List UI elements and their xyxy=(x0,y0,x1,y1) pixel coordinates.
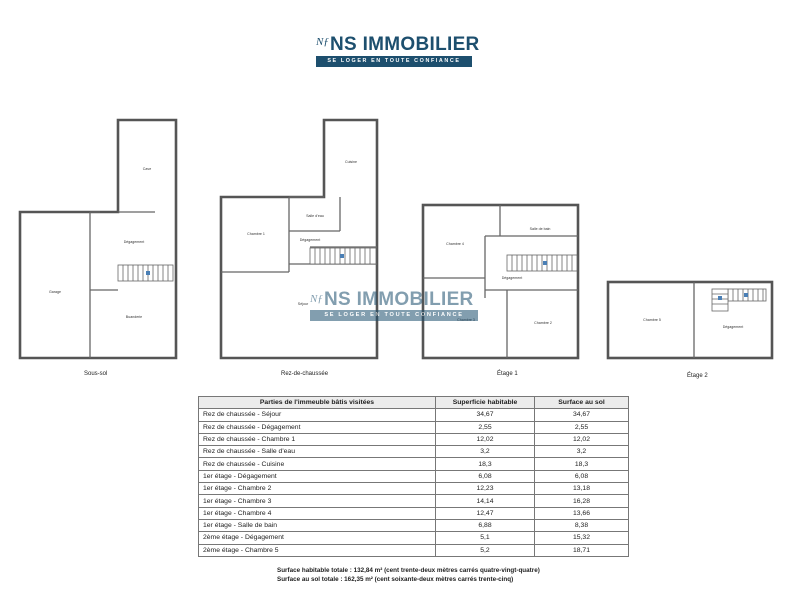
room-label: Dégagement xyxy=(501,276,523,280)
row-habitable: 3,2 xyxy=(436,446,535,458)
row-label: 1er étage - Dégagement xyxy=(199,470,436,482)
row-label: 2ème étage - Dégagement xyxy=(199,532,436,544)
room-label: Salle de bain xyxy=(529,227,551,231)
floor-label-rez-de-chaussee: Rez-de-chaussée xyxy=(281,371,329,377)
row-label: Rez de chaussée - Cuisine xyxy=(199,458,436,470)
column-header-habitable: Superficie habitable xyxy=(436,397,535,409)
column-header-parties: Parties de l'immeuble bâtis visitées xyxy=(199,397,436,409)
room-label: Dégagement xyxy=(299,238,321,242)
room-label: Chambre 1 xyxy=(247,232,265,236)
table-row xyxy=(199,532,629,544)
row-label: Rez de chaussée - Salle d'eau xyxy=(199,446,436,458)
row-habitable: 34,67 xyxy=(436,409,535,421)
row-sol: 15,32 xyxy=(535,532,629,544)
table-row xyxy=(199,421,629,433)
room-label: Séjour xyxy=(297,302,309,306)
row-sol: 13,66 xyxy=(535,507,629,519)
room-label: Salle d'eau xyxy=(306,214,324,218)
row-sol: 2,55 xyxy=(535,421,629,433)
row-sol: 6,08 xyxy=(535,470,629,482)
row-label: Rez de chaussée - Chambre 1 xyxy=(199,433,436,445)
room-label: Chambre 2 xyxy=(534,321,552,325)
row-habitable: 5,1 xyxy=(436,532,535,544)
row-habitable: 18,3 xyxy=(436,458,535,470)
brand-monogram: Nƒ xyxy=(316,36,329,48)
row-habitable: 12,47 xyxy=(436,507,535,519)
surfaces-table xyxy=(198,396,629,557)
column-header-sol: Surface au sol xyxy=(535,397,629,409)
table-row xyxy=(199,409,629,421)
floor-label-etage-1: Étage 1 xyxy=(497,371,518,377)
room-label: Garage xyxy=(49,290,61,294)
room-label: Cuisine xyxy=(345,160,357,164)
room-label: Buanderie xyxy=(125,315,143,319)
row-habitable: 12,02 xyxy=(436,433,535,445)
table-row xyxy=(199,519,629,531)
row-label: Rez de chaussée - Séjour xyxy=(199,409,436,421)
table-row xyxy=(199,483,629,495)
table-row xyxy=(199,495,629,507)
row-sol: 8,38 xyxy=(535,519,629,531)
room-label: Chambre 4 xyxy=(446,242,464,246)
table-row xyxy=(199,544,629,556)
table-row xyxy=(199,470,629,482)
watermark-monogram: Nƒ xyxy=(310,293,323,305)
totals-block xyxy=(277,566,540,584)
floor-label-sous-sol: Sous-sol xyxy=(84,371,108,377)
row-sol: 18,71 xyxy=(535,544,629,556)
row-habitable: 6,88 xyxy=(436,519,535,531)
row-label: 1er étage - Chambre 4 xyxy=(199,507,436,519)
row-label: 1er étage - Salle de bain xyxy=(199,519,436,531)
row-habitable: 6,08 xyxy=(436,470,535,482)
watermark-tagline: SE LOGER EN TOUTE CONFIANCE xyxy=(310,310,478,321)
watermark-name: NS IMMOBILIER xyxy=(324,289,474,310)
row-habitable: 5,2 xyxy=(436,544,535,556)
table-row xyxy=(199,446,629,458)
room-label: Cave xyxy=(142,167,152,171)
room-label: Dégagement xyxy=(722,325,744,329)
row-habitable: 12,23 xyxy=(436,483,535,495)
floor-plan-sous-sol xyxy=(20,120,176,358)
row-habitable: 2,55 xyxy=(436,421,535,433)
row-sol: 12,02 xyxy=(535,433,629,445)
row-sol: 13,18 xyxy=(535,483,629,495)
row-label: 2ème étage - Chambre 5 xyxy=(199,544,436,556)
row-sol: 18,3 xyxy=(535,458,629,470)
row-label: 1er étage - Chambre 3 xyxy=(199,495,436,507)
table-row xyxy=(199,433,629,445)
brand-name: NS IMMOBILIER xyxy=(330,34,480,55)
floor-label-etage-2: Étage 2 xyxy=(687,373,708,379)
row-sol: 16,28 xyxy=(535,495,629,507)
room-label: Chambre 5 xyxy=(643,318,661,322)
table-row xyxy=(199,458,629,470)
total-sol: Surface au sol totale : 162,35 m² (cent soixante-deux mètres carrés trente-cinq) xyxy=(277,576,514,583)
total-habitable: Surface habitable totale : 132,84 m² (cent trente-deux mètres carrés quatre-vingt-quatre) xyxy=(277,567,540,574)
room-label: Dégagement xyxy=(123,240,145,244)
brand-tagline: SE LOGER EN TOUTE CONFIANCE xyxy=(316,56,472,67)
row-sol: 34,67 xyxy=(535,409,629,421)
row-habitable: 14,14 xyxy=(436,495,535,507)
row-label: Rez de chaussée - Dégagement xyxy=(199,421,436,433)
row-sol: 3,2 xyxy=(535,446,629,458)
table-row xyxy=(199,507,629,519)
table-header-row xyxy=(199,397,629,409)
row-label: 1er étage - Chambre 2 xyxy=(199,483,436,495)
